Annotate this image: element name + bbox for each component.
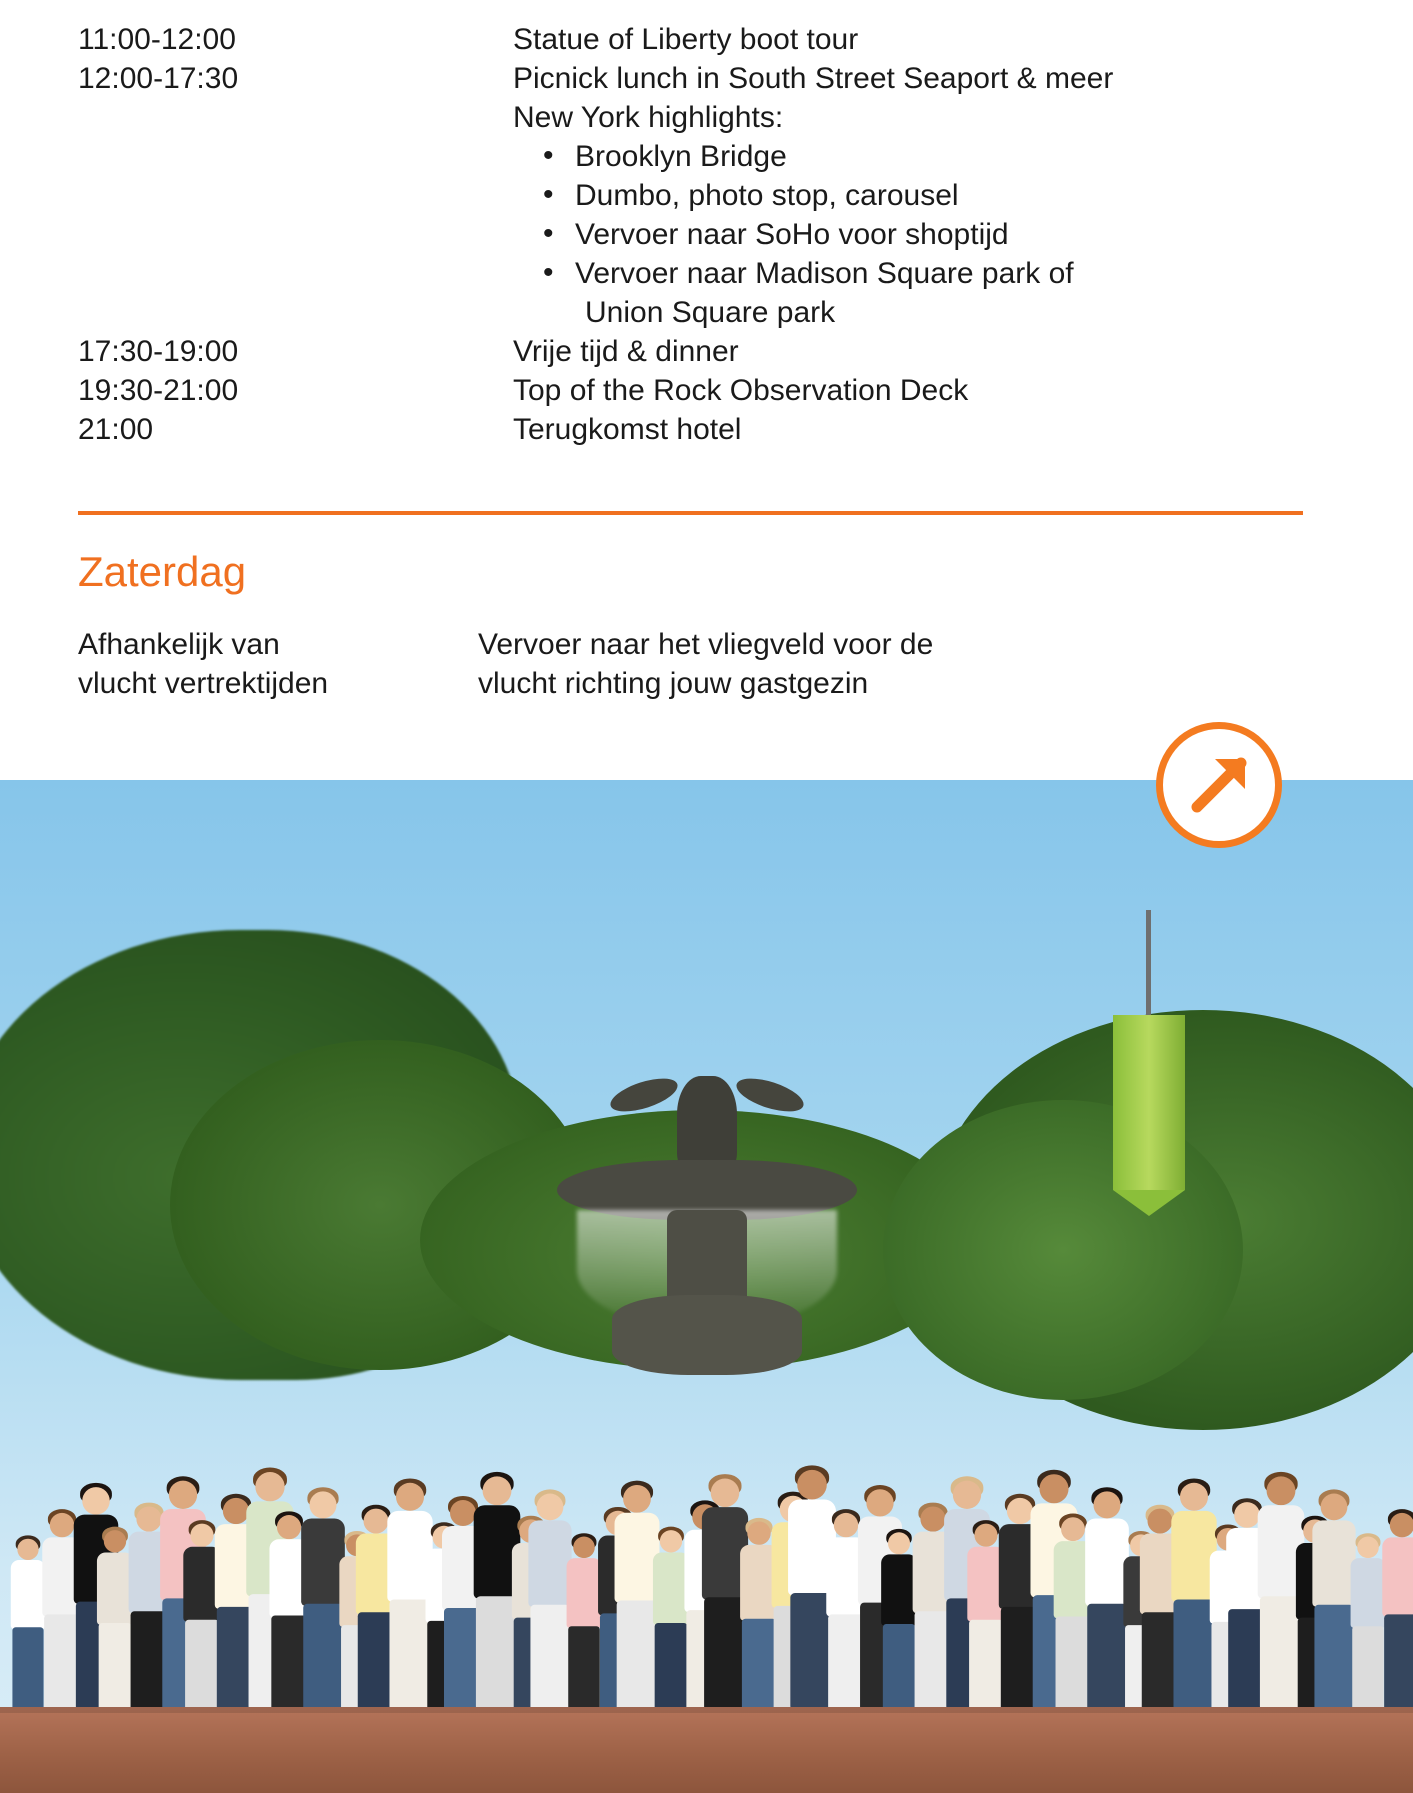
photo-trees-right-2 (883, 1100, 1243, 1400)
photo-person-head (1266, 1476, 1295, 1505)
photo-person-head (82, 1487, 110, 1515)
table-row (78, 410, 1335, 449)
zaterdag-time-line: vlucht vertrektijden (78, 667, 329, 701)
zaterdag-description-line: vlucht richting jouw gastgezin (478, 667, 869, 701)
photo-person-head (660, 1530, 682, 1552)
group-photo (0, 780, 1413, 1793)
photo-person-head (483, 1476, 512, 1505)
photo-person-legs (1314, 1605, 1353, 1713)
schedule-description-line: New York highlights: (513, 101, 784, 134)
list-item-continuation: Union Square park (585, 296, 836, 329)
photo-fountain-pedestal (612, 1295, 802, 1375)
photo-person-legs (12, 1627, 43, 1713)
photo-person-head (17, 1539, 38, 1560)
photo-person-head (169, 1481, 197, 1509)
list-item: • Dumbo, photo stop, carousel (575, 176, 1335, 215)
arrow-up-right-circle-icon (1156, 722, 1282, 848)
schedule-description: Statue of Liberty boot tour (513, 23, 859, 56)
photo-person-legs (1352, 1626, 1384, 1713)
photo-person-head (866, 1489, 893, 1516)
schedule-time: 11:00-12:00 (78, 23, 236, 56)
photo-angel-statue (677, 1076, 737, 1172)
photo-person-head (277, 1515, 301, 1539)
photo-person-head (255, 1472, 284, 1501)
highlights-list (513, 137, 1335, 293)
schedule-time: 19:30-21:00 (78, 374, 239, 407)
zaterdag-time (78, 625, 478, 703)
table-row (78, 625, 933, 703)
photo-person-head (50, 1513, 74, 1537)
zaterdag-time-line: Afhankelijk van (78, 628, 280, 662)
list-item: • Vervoer naar SoHo voor shoptijd (575, 215, 1335, 254)
photo-person-head (104, 1530, 126, 1552)
photo-person-head (833, 1513, 857, 1537)
schedule-time: 12:00-17:30 (78, 62, 239, 95)
photo-person-legs (1087, 1604, 1127, 1713)
table-row (78, 20, 1335, 59)
schedule-description (513, 59, 1335, 332)
photo-person-head (624, 1485, 652, 1513)
zaterdag-description-line: Vervoer naar het vliegveld voor de (478, 628, 934, 662)
schedule-time: 21:00 (78, 413, 154, 446)
photo-person-head (537, 1494, 564, 1521)
photo-person-head (797, 1470, 827, 1500)
photo-person-legs (1384, 1614, 1413, 1713)
photo-person-head (396, 1483, 424, 1511)
list-item: • Vervoer naar Madison Square park of (575, 254, 1335, 293)
schedule-description: Top of the Rock Observation Deck (513, 374, 969, 407)
table-row (78, 371, 1335, 410)
photo-person-head (574, 1537, 596, 1559)
photo-person-head (1321, 1494, 1348, 1521)
photo-person-head (1061, 1517, 1085, 1541)
photo-angel-wing-left (606, 1072, 681, 1118)
photo-person-head (1357, 1537, 1379, 1559)
photo-person-head (952, 1481, 980, 1509)
photo-fountain (557, 1070, 857, 1370)
photo-person-head (310, 1491, 337, 1518)
schedule-table (78, 20, 1335, 449)
photo-ground (0, 1707, 1413, 1793)
photo-person (1380, 1513, 1413, 1715)
photo-person-head (974, 1524, 997, 1547)
photo-person-head (710, 1479, 739, 1508)
photo-person-head (888, 1532, 910, 1554)
day-heading: Zaterdag (78, 548, 247, 595)
photo-angel-wing-right (732, 1072, 807, 1118)
table-row (78, 332, 1335, 371)
schedule-description-line: Picnick lunch in South Street Seaport & meer (513, 62, 1114, 95)
photo-person-head (191, 1524, 214, 1547)
schedule-time: 17:30-19:00 (78, 335, 239, 368)
photo-person-head (1390, 1513, 1413, 1537)
photo-green-banner (1113, 1015, 1185, 1190)
zaterdag-description (478, 625, 933, 703)
photo-person-head (1093, 1491, 1120, 1518)
schedule-description: Vrije tijd & dinner (513, 335, 739, 368)
photo-person-head (747, 1522, 770, 1545)
zaterdag-table (78, 625, 933, 703)
section-divider (78, 511, 1303, 515)
list-item: • Brooklyn Bridge (575, 137, 1335, 176)
table-row (78, 59, 1335, 332)
photo-person-head (1180, 1483, 1208, 1511)
document-content (0, 0, 1413, 703)
photo-person-head (1039, 1474, 1068, 1503)
photo-person-torso (1382, 1537, 1413, 1616)
schedule-description: Terugkomst hotel (513, 413, 742, 446)
photo-crowd (0, 1385, 1413, 1715)
